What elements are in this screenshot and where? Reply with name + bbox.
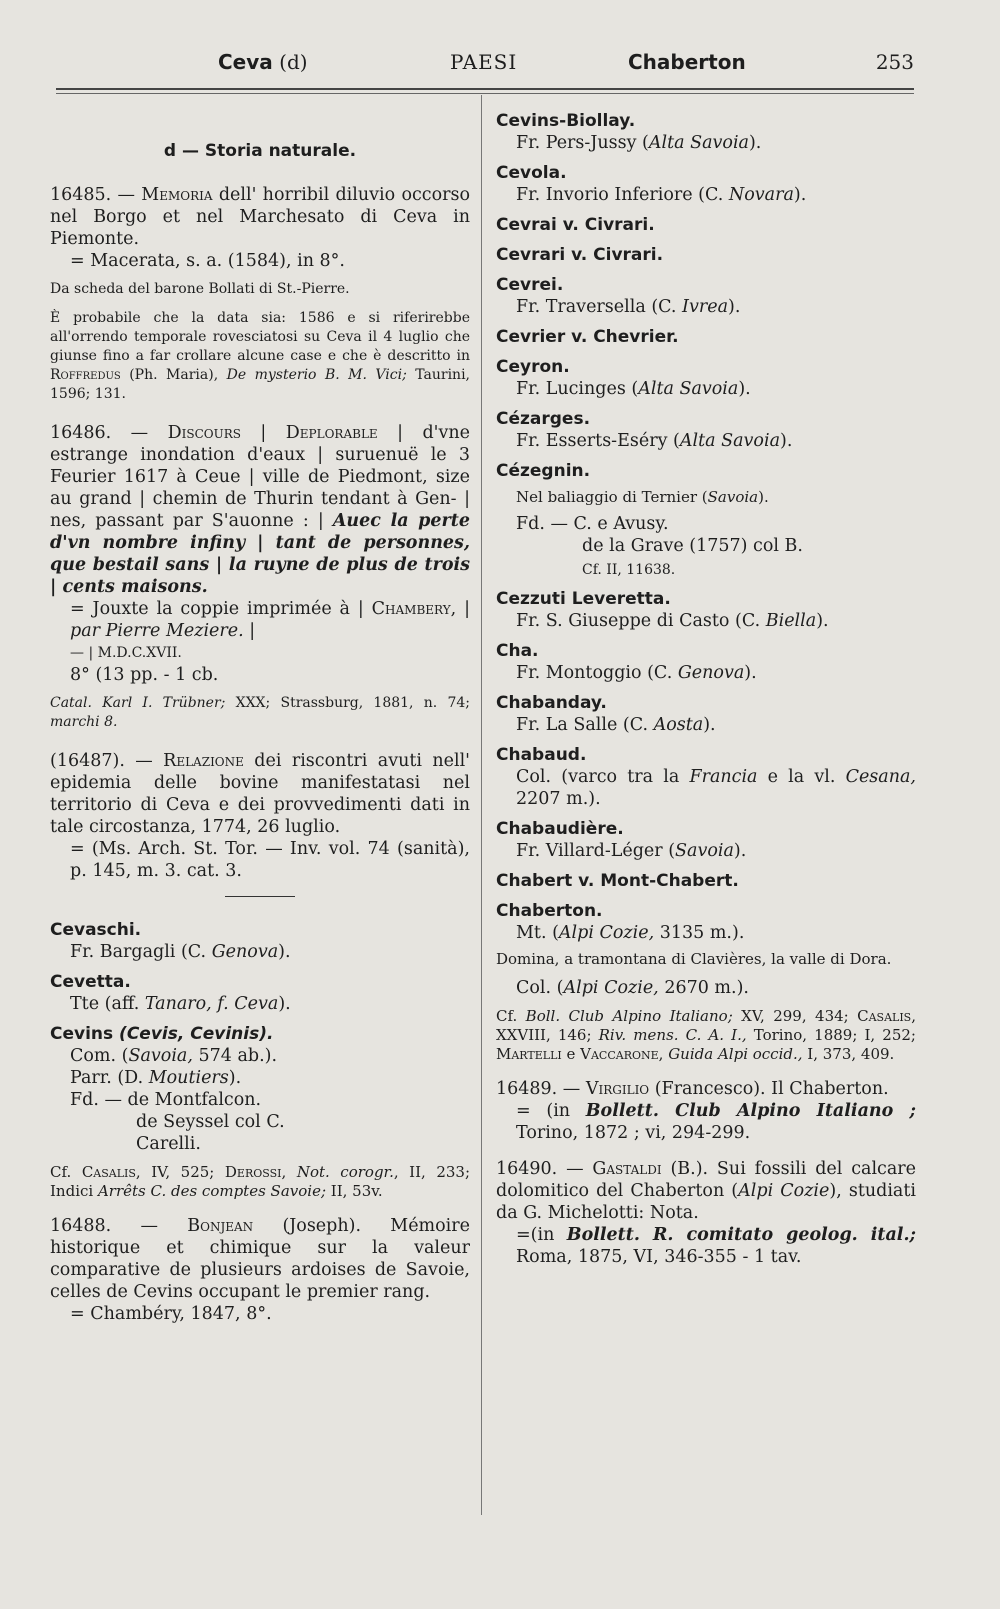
header-center: PAESI [450, 50, 518, 74]
entry-cevola: Cevola. Fr. Invorio Inferiore (C. Novara). [496, 163, 807, 205]
column-divider [481, 95, 482, 1515]
entry-16488: 16488. — Bonjean (Joseph). Mémoire historique et chimique sur la valeur comparative de plusieurs ardoises de Savoie, celles de Cevins occupant le premier rang. = Chambéry, 1847, 8°. [50, 1216, 470, 1324]
entry-cezzuti: Cezzuti Leveretta. Fr. S. Giuseppe di Casto (C. Biella). [496, 589, 829, 631]
entry-16489: 16489. — Virgilio (Francesco). Il Chaberton. = (in Bollett. Club Alpino Italiano ; Torino, 1872 ; vi, 294-299. [496, 1079, 916, 1143]
entry-cevins: Cevins (Cevis, Cevinis). Com. (Savoia, 574 ab.). Parr. (D. Moutiers). Fd. — de Montfalcon. de Seyssel col C. Carelli. Cf. Casalis, IV, 525; Derossi, Not. corogr., II, 233; Indici Arrêts C. des comptes Savoie; II, 53v. [50, 1024, 471, 1200]
entry-chabaud: Chabaud. Col. (varco tra la Francia e la vl. Cesana, 2207 m.). [496, 745, 916, 809]
entry-cevrari: Cevrari v. Civrari. [496, 245, 664, 265]
left-column [50, 110, 470, 1325]
entry-cezegnin: Cézegnin. Nel baliaggio di Ternier (Savoia). Fd. — C. e Avusy. de la Grave (1757) col B. Cf. II, 11638. [496, 461, 803, 578]
entry-chaberton: Chaberton. Mt. (Alpi Cozie, 3135 m.). Domina, a tramontana di Clavières, la valle di Dora. Col. (Alpi Cozie, 2670 m.). Cf. Boll. Club Alpino Italiano; XV, 299, 434; Casalis, XXVIII, 146; Riv. mens. C. A. I., Torino, 1889; I, 252; Martelli e Vaccarone, Guida Alpi occid., I, 373, 409. [496, 901, 916, 1063]
right-column [496, 110, 916, 1268]
running-header [60, 44, 920, 84]
entry-16487: (16487). — Relazione dei riscontri avuti nell' epidemia delle bovine manifestatasi nel territorio di Ceva e dei provvedimenti dati in tale circostanza, 1774, 26 luglio. = (Ms. Arch. St. Tor. — Inv. vol. 74 (sanità), p. 145, m. 3. cat. 3. [50, 751, 470, 881]
header-right: Chaberton [628, 50, 746, 74]
entry-cezarges: Cézarges. Fr. Esserts-Eséry (Alta Savoia). [496, 409, 793, 451]
header-left: Ceva (d) [218, 50, 308, 74]
entry-ceyron: Ceyron. Fr. Lucinges (Alta Savoia). [496, 357, 751, 399]
entry-cevins-biollay: Cevins-Biollay. Fr. Pers-Jussy (Alta Savoia). [496, 111, 762, 153]
entry-chabaudiere: Chabaudière. Fr. Villard-Léger (Savoia). [496, 819, 747, 861]
header-rule-thin [56, 93, 914, 94]
entry-cevrai: Cevrai v. Civrari. [496, 215, 655, 235]
separator [225, 896, 295, 897]
entry-cevetta: Cevetta. Tte (aff. Tanaro, f. Ceva). [50, 972, 291, 1014]
page-number: 253 [875, 50, 914, 74]
section-heading: d — Storia naturale. [163, 141, 357, 161]
header-rule [56, 88, 914, 90]
entry-chabanday: Chabanday. Fr. La Salle (C. Aosta). [496, 693, 716, 735]
entry-cevrei: Cevrei. Fr. Traversella (C. Ivrea). [496, 275, 741, 317]
entry-cha: Cha. Fr. Montoggio (C. Genova). [496, 641, 757, 683]
entry-cevrier: Cevrier v. Chevrier. [496, 327, 679, 347]
entry-16485: 16485. — Memoria dell' horribil diluvio occorso nel Borgo et nel Marchesato di Ceva in Piemonte. = Macerata, s. a. (1584), in 8°. Da scheda del barone Bollati di St.-Pierre. È probabile che la data sia: 1586 e si riferirebbe all'orrendo temporale rovesciatosi su Ceva il 4 luglio che giunse fino a far crollare alcune case e che è descritto in Roffredus (Ph. Maria), De mysterio B. M. Vici; Taurini, 1596; 131. [50, 185, 470, 402]
entry-16490: 16490. — Gastaldi (B.). Sui fossili del calcare dolomitico del Chaberton (Alpi Cozie), studiati da G. Michelotti: Nota. =(in Bollett. R. comitato geolog. ital.; Roma, 1875, VI, 346-355 - 1 tav. [496, 1159, 916, 1267]
entry-16486: 16486. — Discours | Deplorable | d'vne estrange inondation d'eaux | suruenuë le 3 Feurier 1617 à Ceue | ville de Piedmont, size au grand | chemin de Thurin tendant à Gen- | nes, passant par S'auonne : | Auec la perte d'vn nombre infiny | tant de personnes, que bestail sans | la ruyne de plus de trois | cents maisons. = Jouxte la coppie imprimée à | Chambery, | par Pierre Meziere. | — | M.D.C.XVII. 8° (13 pp. - 1 cb. Catal. Karl I. Trübner; XXX; Strassburg, 1881, n. 74; marchi 8. [50, 423, 470, 730]
entry-cevaschi: Cevaschi. Fr. Bargagli (C. Genova). [50, 920, 291, 962]
entry-chabert: Chabert v. Mont-Chabert. [496, 871, 739, 891]
